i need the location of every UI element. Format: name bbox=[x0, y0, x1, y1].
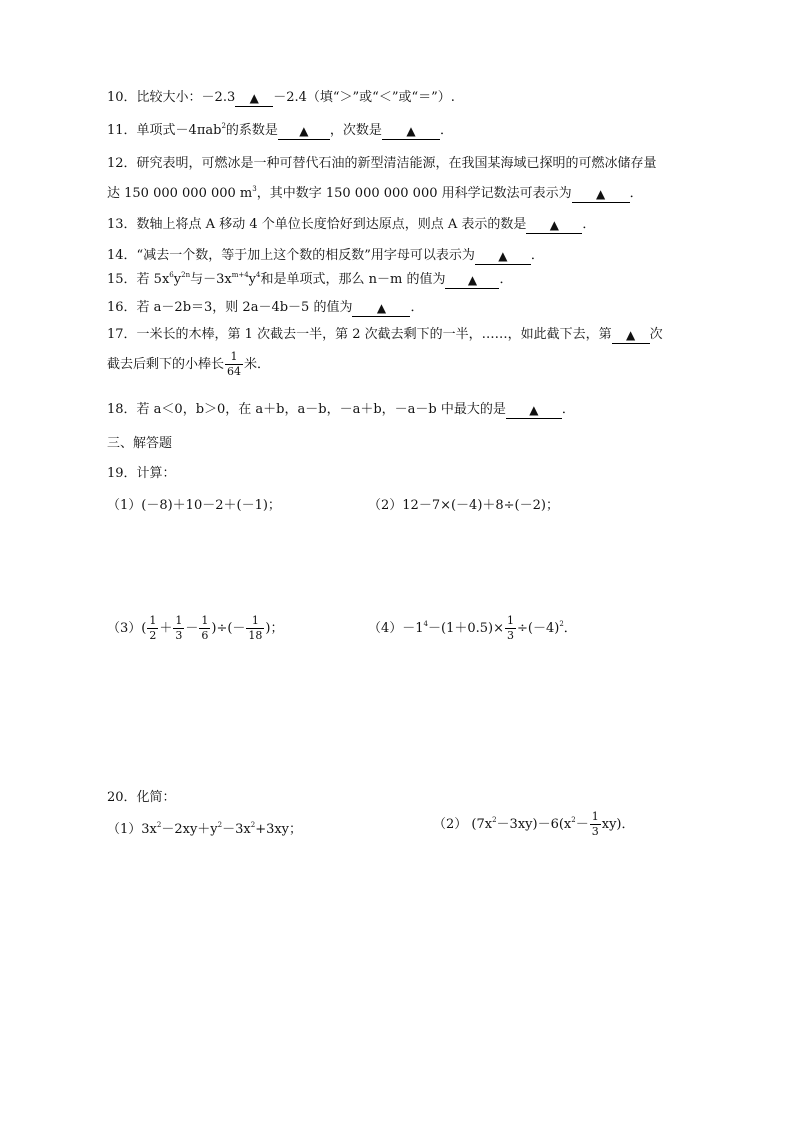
question-13: 13．数轴上将点 A 移动 4 个单位长度恰好到达原点，则点 A 表示的数是 ▲ ． bbox=[107, 217, 596, 232]
fraction: $\frac{1}{6}$ bbox=[201, 614, 209, 642]
answer-blank[interactable] bbox=[572, 188, 630, 203]
answer-blank[interactable] bbox=[445, 274, 499, 289]
question-10: 10．比较大小：－2.3 ▲ －2.4（填“＞”或“＜”或“＝”）. bbox=[107, 90, 455, 105]
question-12-line2: 达 150 000 000 000 $m^3$，其中数字 150 000 000 000 用科学记数法可表示为 ▲ ． bbox=[107, 185, 643, 201]
answer-blank[interactable] bbox=[278, 125, 330, 140]
question-19-part3: （3）( $\frac{1}{2}$ ＋ $\frac{1}{3}$ － $\frac{1}{6}$ )÷(－ $\frac{1}{18}$ )； bbox=[107, 614, 284, 642]
triangle-icon: ▲ bbox=[626, 328, 636, 342]
question-20-part1: $(1)3x^2-2xy+y^2-3x^2+3xy$； bbox=[107, 821, 303, 837]
triangle-icon: ▲ bbox=[406, 124, 416, 138]
triangle-icon: ▲ bbox=[299, 124, 309, 138]
answer-blank[interactable] bbox=[475, 250, 531, 265]
question-20-part2: （2） $(7x^2-3xy)-6(x^2-$ $\frac{1}{3}$ xy)． bbox=[433, 810, 635, 838]
answer-blank[interactable] bbox=[382, 125, 440, 140]
question-15: 15．若 $5x^6y^{2n}$与$-3x^{m+4}y^4$和是单项式，那么 n－m 的值为 ▲ ． bbox=[107, 271, 513, 287]
question-17-line1: 17．一米长的木棒，第 1 次截去一半，第 2 次截去剩下的一半，……，如此截下去，第 ▲ 次 bbox=[107, 327, 663, 342]
question-19-title: 19．计算： bbox=[107, 466, 176, 481]
question-17-line2: 截去后剩下的小棒长 $\frac{1}{64}$ 米． bbox=[107, 350, 271, 378]
triangle-icon: ▲ bbox=[498, 249, 508, 263]
fraction: $\frac{1}{3}$ bbox=[175, 614, 183, 642]
fraction: $\frac{1}{18}$ bbox=[248, 614, 263, 642]
triangle-icon: ▲ bbox=[467, 273, 478, 287]
question-19-part2: （2）12－7×(－4)＋8÷(－2)； bbox=[368, 498, 559, 513]
question-16: 16．若 a－2b＝3，则 2a－4b－5 的值为 ▲ ． bbox=[107, 300, 424, 315]
fraction: $\frac{1}{2}$ bbox=[149, 614, 157, 642]
fraction: $\frac{1}{3}$ bbox=[507, 614, 514, 642]
answer-blank[interactable] bbox=[506, 404, 562, 419]
answer-blank[interactable] bbox=[612, 329, 650, 344]
answer-blank[interactable] bbox=[352, 302, 410, 317]
fraction: $\frac{1}{3}$ bbox=[591, 810, 599, 838]
triangle-icon: ▲ bbox=[549, 218, 559, 232]
question-12-line1: 12．研究表明，可燃冰是一种可替代石油的新型清洁能源，在我国某海域已探明的可燃冰储存量 bbox=[107, 156, 657, 171]
question-20-title: 20．化简： bbox=[107, 790, 176, 805]
question-14: 14．“减去一个数，等于加上这个数的相反数”用字母可以表示为 ▲ ． bbox=[107, 248, 544, 263]
triangle-icon: ▲ bbox=[249, 91, 259, 105]
answer-blank[interactable] bbox=[235, 92, 273, 107]
question-18: 18．若 a＜0，b＞0，在 a＋b，a－b，－a＋b，－a－b 中最大的是 ▲ ． bbox=[107, 402, 575, 417]
triangle-icon: ▲ bbox=[596, 187, 606, 201]
question-11: 11．单项式－4πab$^2$的系数是 ▲ ，次数是 ▲ ． bbox=[107, 122, 453, 138]
answer-blank[interactable] bbox=[526, 219, 582, 234]
question-19-part4: $(4)-1^4-(1+0.5)\times$ $\frac{1}{3}$ $\div(-4)^2$． bbox=[368, 614, 577, 642]
section-heading: 三、解答题 bbox=[107, 436, 173, 451]
triangle-icon: ▲ bbox=[529, 403, 539, 417]
question-19-part1: （1）(－8)＋10－2＋(－1)； bbox=[107, 498, 281, 513]
fraction: $\frac{1}{64}$ bbox=[227, 350, 242, 378]
triangle-icon: ▲ bbox=[376, 301, 387, 315]
